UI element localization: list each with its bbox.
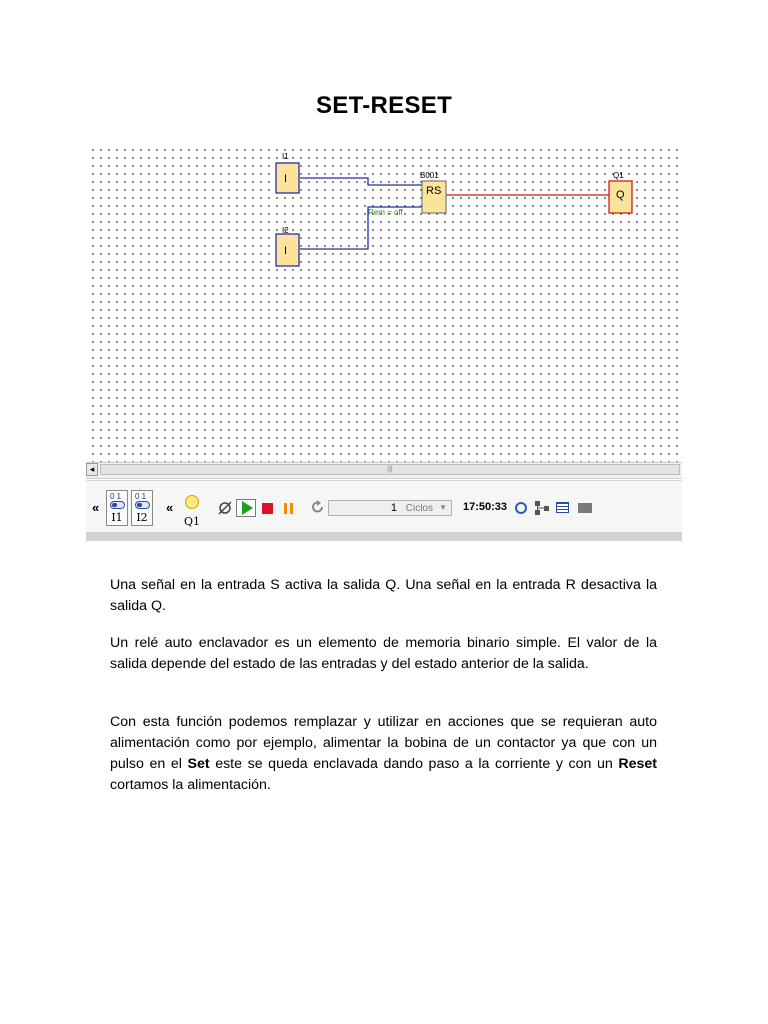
input-i1-label: I1: [282, 152, 289, 161]
paragraph-3: [110, 712, 657, 796]
toggle-icon: [135, 501, 150, 509]
rs-block-symbol: RS: [426, 185, 442, 197]
page-title: SET-RESET: [315, 92, 453, 119]
paragraph-3-text-c: cortamos la alimentación.: [110, 777, 271, 793]
switch-i1-bits: 0 1: [110, 492, 122, 501]
input-i2-symbol: I: [284, 245, 288, 257]
clock-icon[interactable]: [515, 502, 527, 514]
input-i1-block: [276, 163, 299, 193]
input-i1-symbol: I: [284, 173, 288, 185]
pause-button[interactable]: [284, 503, 287, 514]
input-switch-i1[interactable]: [106, 490, 128, 526]
paragraph-3-text-a: Con esta función podemos remplazar y utilizar en acciones que se requieran auto alimentación como por ejemplo, alimentar la bobina de un contactor ya que con un pulso en el: [110, 714, 657, 772]
function-diagram-canvas[interactable]: [86, 143, 682, 462]
paragraph-1: [110, 575, 657, 617]
input-switch-i2[interactable]: [131, 490, 153, 526]
reset-keyword: Reset: [618, 756, 657, 772]
paragraph-2-text: Un relé auto enclavador es un elemento de memoria binario simple. El valor de la salida depende del estado de las entradas y del estado anterior de la salida.: [110, 635, 657, 672]
scroll-left-arrow[interactable]: ◂: [86, 463, 98, 476]
lamp-q1-icon: [185, 495, 199, 509]
network-off-icon[interactable]: [217, 500, 233, 516]
stop-button[interactable]: [262, 503, 273, 514]
switch-i2-bits: 0 1: [135, 492, 147, 501]
output-q1-label: Q1: [613, 171, 624, 180]
cycles-unit: Ciclos: [405, 503, 433, 514]
switch-i2-label: I2: [136, 511, 148, 524]
play-icon: [242, 501, 253, 515]
rs-param-label: Rem = off: [368, 208, 403, 217]
collapse-left-chevron[interactable]: «: [92, 500, 100, 515]
toolbar-bottom-edge: [86, 532, 682, 541]
panel-icon[interactable]: [578, 503, 592, 513]
wiring-diagram: [86, 143, 682, 462]
lamp-q1-label: Q1: [184, 515, 201, 528]
wire-i2-reset: [300, 207, 422, 249]
cycles-value: 1: [390, 502, 397, 514]
switch-i1-label: I1: [111, 511, 123, 524]
scroll-thumb[interactable]: |||: [100, 464, 680, 475]
output-q1-symbol: Q: [616, 189, 625, 201]
paragraph-2: [110, 633, 657, 675]
input-i2-block: [276, 234, 299, 266]
refresh-icon[interactable]: [311, 500, 325, 514]
rs-block-label: B001: [420, 171, 439, 180]
input-i2-label: I2: [282, 226, 289, 235]
table-icon[interactable]: [556, 502, 569, 513]
simulation-time: 17:50:33: [463, 501, 508, 513]
run-button[interactable]: [236, 499, 256, 517]
cycles-input[interactable]: [328, 500, 452, 516]
paragraph-3-text-b: este se queda enclavada dando paso a la corriente y con un: [209, 756, 619, 772]
set-keyword: Set: [187, 756, 210, 772]
simulation-toolbar: [86, 480, 682, 533]
chevron-down-icon[interactable]: ▼: [439, 503, 447, 512]
horizontal-scrollbar[interactable]: [86, 462, 682, 479]
wire-i1-set: [300, 178, 422, 185]
network-icon[interactable]: [535, 501, 549, 515]
toggle-icon: [110, 501, 125, 509]
paragraph-1-text: Una señal en la entrada S activa la salida Q. Una señal en la entrada R desactiva la salida Q.: [110, 577, 657, 614]
collapse-mid-chevron[interactable]: «: [166, 500, 174, 515]
